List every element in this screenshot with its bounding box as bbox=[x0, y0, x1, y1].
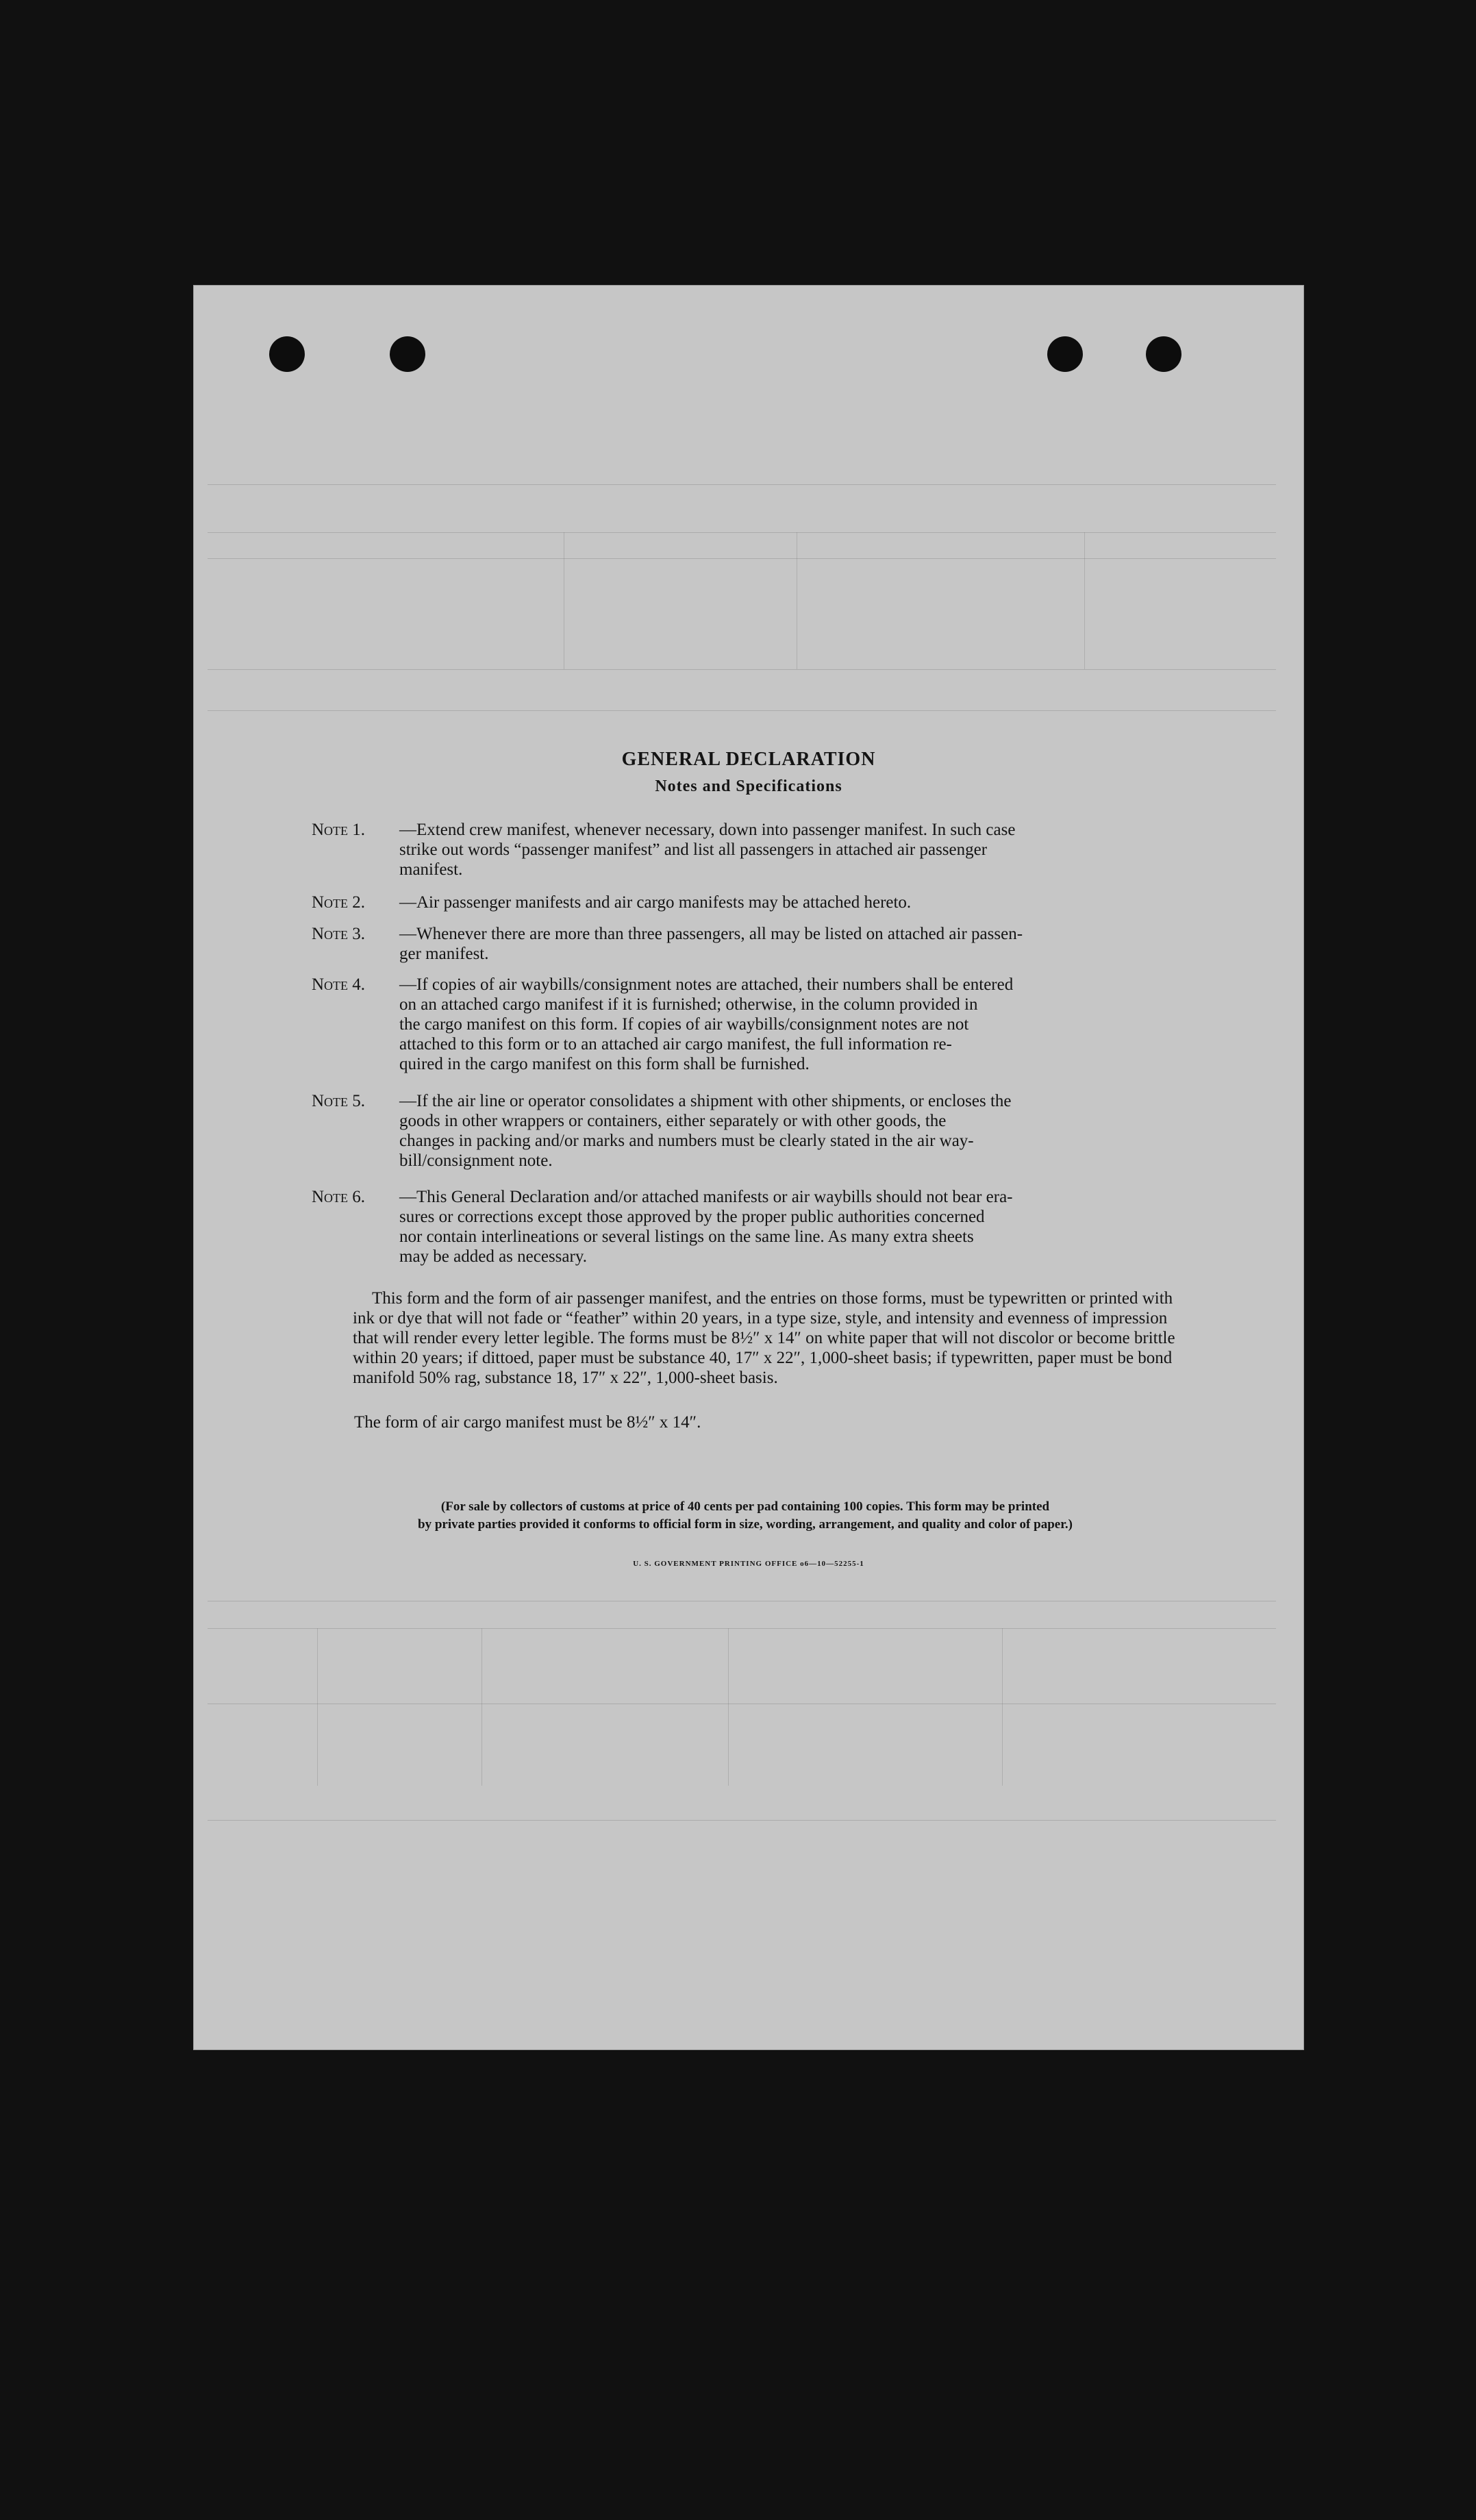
note-label: Note 2. bbox=[312, 893, 366, 912]
note-5 bbox=[312, 1091, 1181, 1171]
note-text: strike out words “passenger manifest” and list all passengers in attached air passenger bbox=[399, 840, 988, 859]
note-text: —Air passenger manifests and air cargo manifests may be attached hereto. bbox=[399, 893, 912, 912]
document-title: GENERAL DECLARATION bbox=[621, 749, 876, 770]
sale-notice-line: by private parties provided it conforms to official form in size, wording, arrangement, and quality and color of paper.) bbox=[418, 1517, 1073, 1532]
note-text: —If copies of air waybills/consignment notes are attached, their numbers shall be entered bbox=[399, 975, 1014, 994]
specification-paragraph: This form and the form of air passenger manifest, and the entries on those forms, must be typewritten or printed with ink or dye that will not fade or “feather” within 20 years, in a type size, style, and intensity and evenness of impression that will render every letter legible. The forms must be 8½″ x 14″ on white paper that will not discolor or become brittle within 20 years; if dittoed, paper must be substance 40, 17″ x 22″, 1,000-sheet basis; if typewritten, paper must be bond manifold 50% rag, substance 18, 17″ x 22″, 1,000-sheet basis. bbox=[353, 1289, 1175, 1387]
note-2 bbox=[312, 893, 1181, 912]
note-text: bill/consignment note. bbox=[399, 1151, 553, 1170]
specification-last-line: The form of air cargo manifest must be 8½″ x 14″. bbox=[354, 1413, 701, 1432]
sale-notice bbox=[303, 1498, 1187, 1534]
note-6 bbox=[312, 1187, 1181, 1267]
note-label: Note 4. bbox=[312, 975, 366, 994]
page-content bbox=[194, 286, 1303, 2049]
sale-notice-line: (For sale by collectors of customs at price of 40 cents per pad containing 100 copies. This form may be printed bbox=[440, 1499, 1050, 1514]
document-page bbox=[194, 286, 1303, 2049]
note-text: —Extend crew manifest, whenever necessary, down into passenger manifest. In such case bbox=[399, 821, 1016, 839]
printer-imprint: U. S. GOVERNMENT PRINTING OFFICE o6—10—52255-1 bbox=[633, 1560, 864, 1568]
note-label: Note 6. bbox=[312, 1188, 366, 1206]
note-3 bbox=[312, 924, 1181, 964]
note-text: ger manifest. bbox=[399, 945, 489, 963]
note-text: quired in the cargo manifest on this form shall be furnished. bbox=[399, 1055, 810, 1073]
note-text: —This General Declaration and/or attached manifests or air waybills should not bear era- bbox=[399, 1188, 1013, 1206]
note-label: Note 3. bbox=[312, 925, 366, 943]
note-text: manifest. bbox=[399, 860, 463, 879]
note-text: may be added as necessary. bbox=[399, 1247, 587, 1266]
note-text: goods in other wrappers or containers, either separately or with other goods, the bbox=[399, 1112, 947, 1130]
note-label: Note 1. bbox=[312, 821, 366, 839]
note-label: Note 5. bbox=[312, 1092, 366, 1110]
note-text: nor contain interlineations or several listings on the same line. As many extra sheets bbox=[399, 1227, 974, 1246]
note-text: the cargo manifest on this form. If copies of air waybills/consignment notes are not bbox=[399, 1015, 969, 1034]
note-text: on an attached cargo manifest if it is furnished; otherwise, in the column provided in bbox=[399, 995, 978, 1014]
document-subtitle: Notes and Specifications bbox=[655, 777, 842, 795]
note-1 bbox=[312, 820, 1181, 879]
note-text: —Whenever there are more than three passengers, all may be listed on attached air passen- bbox=[399, 925, 1023, 943]
note-4 bbox=[312, 975, 1181, 1074]
note-text: changes in packing and/or marks and numbers must be clearly stated in the air way- bbox=[399, 1132, 974, 1150]
note-text: sures or corrections except those approved by the proper public authorities concerned bbox=[399, 1208, 985, 1226]
note-text: attached to this form or to an attached air cargo manifest, the full information re- bbox=[399, 1035, 952, 1053]
note-text: —If the air line or operator consolidates a shipment with other shipments, or encloses the bbox=[399, 1092, 1012, 1110]
